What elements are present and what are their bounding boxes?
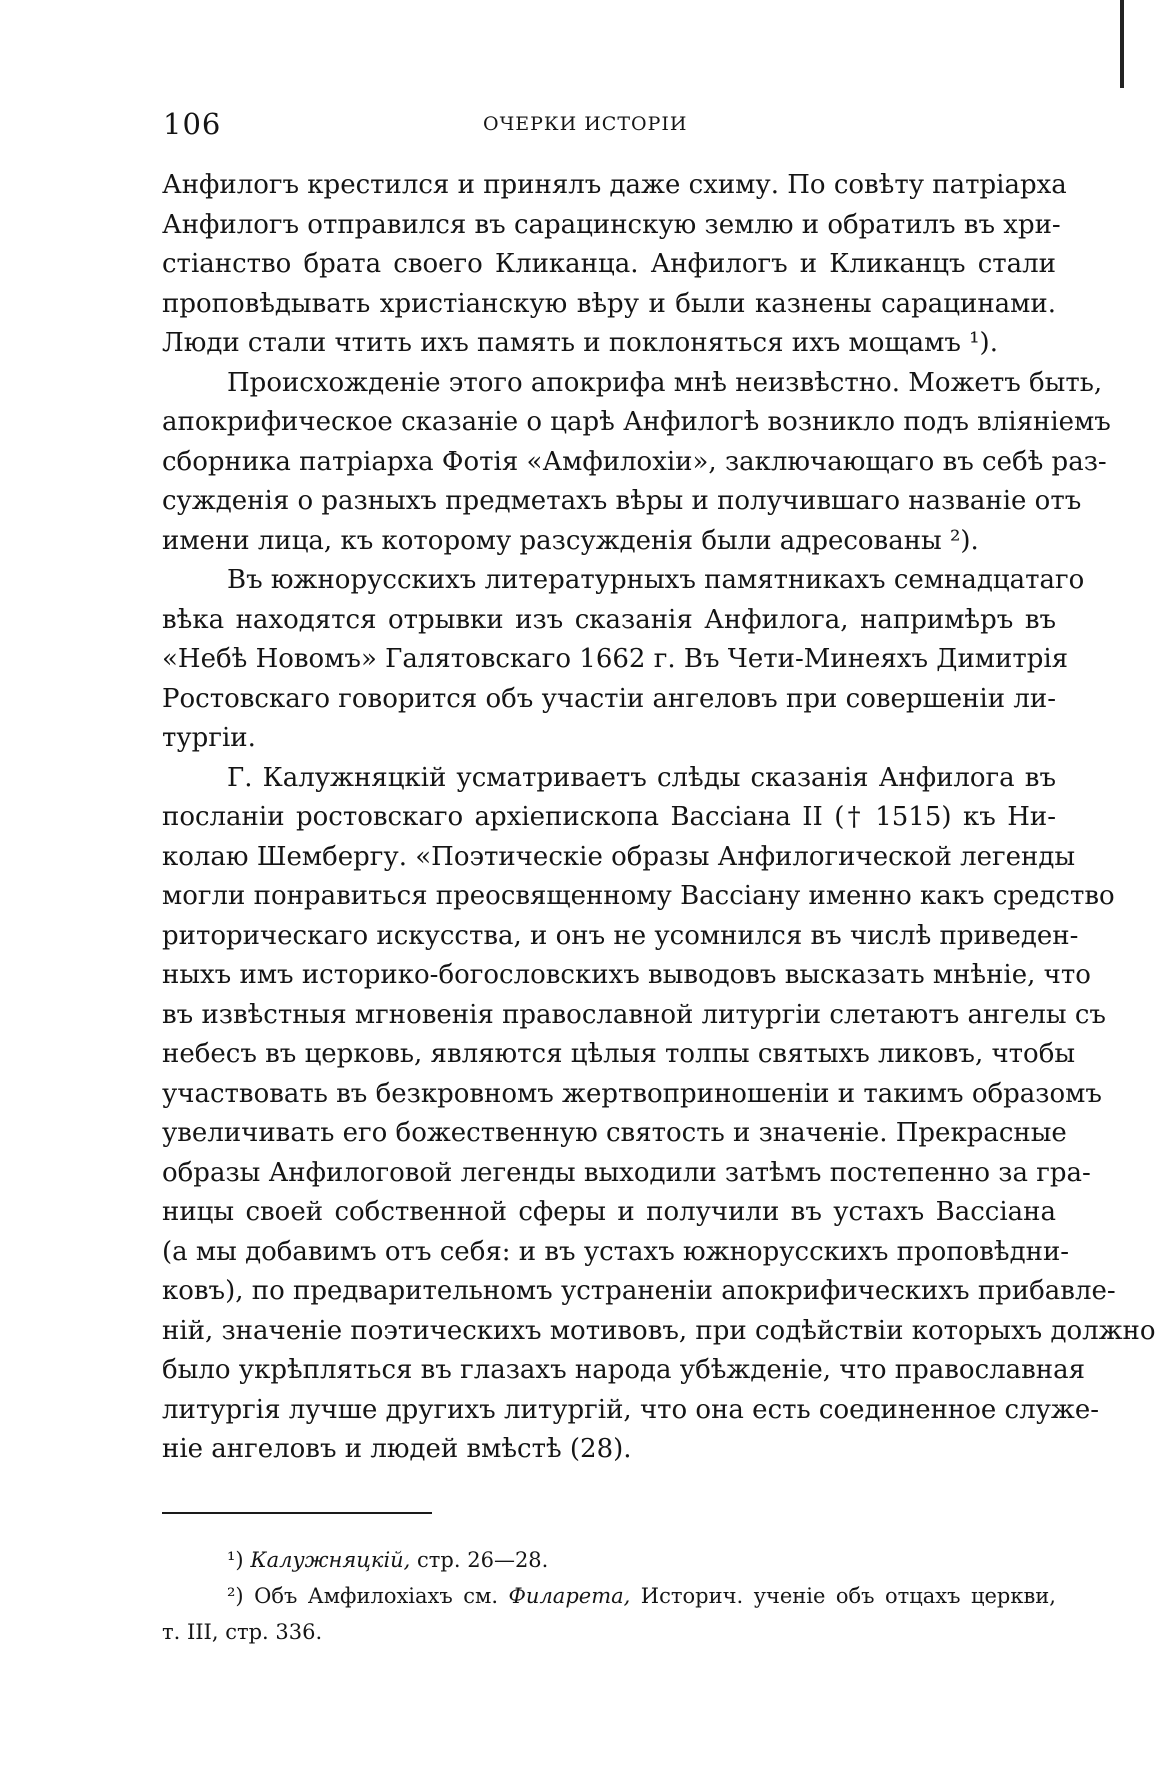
footnote-marker: ¹): [227, 1548, 244, 1572]
footnote-1: [162, 1542, 1056, 1578]
text-line: апокрифическое сказанiе о царѣ Анфилогѣ возникло подъ влiянiемъ: [162, 407, 1111, 437]
text-line: Ростовскаго говорится объ участiи ангеловъ при совершенiи ли-: [162, 683, 1056, 714]
text-line: тургiи.: [162, 723, 256, 753]
page-number: 106: [163, 107, 222, 141]
text-line: увеличивать его божественную святость и значенiе. Прекрасные: [162, 1118, 1067, 1148]
text-line: Происхожденiе этого апокрифа мнѣ неизвѣстно. Можетъ быть,: [227, 367, 1103, 398]
text-line: имени лица, къ которому разсужденiя были адресованы ²).: [162, 525, 979, 556]
text-line: Анфилогъ крестился и принялъ даже схиму. По совѣту патрiарха: [162, 170, 1067, 200]
text-line: нiй, значенiе поэтическихъ мотивовъ, при содѣйствiи которыхъ должно: [162, 1315, 1156, 1346]
text-line: въ извѣстныя мгновенiя православной литургiи слетаютъ ангелы съ: [162, 999, 1106, 1030]
text-line: «Небѣ Новомъ» Галятовскаго 1662 г. Въ Чети-Минеяхъ Димитрiя: [162, 644, 1069, 674]
text-line: Въ южнорусскихъ литературныхъ памятникахъ семнадцатаго: [227, 565, 1085, 595]
text-line: Люди стали чтить ихъ память и поклоняться ихъ мощамъ ¹).: [162, 328, 998, 358]
body-text: [162, 166, 1156, 1470]
text-line: (а мы добавимъ отъ себя: и въ устахъ южнорусскихъ проповѣдни-: [162, 1236, 1070, 1267]
footnote-separator: [162, 1512, 432, 1514]
text-line: колаю Шембергу. «Поэтическiе образы Анфилогической легенды: [162, 841, 1076, 872]
running-title: ОЧЕРКИ ИСТОРIИ: [483, 113, 688, 135]
text-line: небесъ въ церковь, являются цѣлыя толпы святыхъ ликовъ, чтобы: [162, 1039, 1076, 1069]
footnote-2-continuation: т. III, стр. 336.: [162, 1620, 323, 1644]
text-line: ныхъ имъ историко-богословскихъ выводовъ высказать мнѣнiе, что: [162, 960, 1091, 990]
text-line: риторическаго искусства, и онъ не усомнился въ числѣ приведен-: [162, 920, 1079, 951]
text-line: сужденiя о разныхъ предметахъ вѣры и получившаго названiе отъ: [162, 486, 1082, 516]
text-line: проповѣдывать христiанскую вѣру и были казнены сарацинами.: [162, 288, 1056, 319]
footnote-text: Историч. ученiе объ отцахъ церкви,: [640, 1584, 1056, 1608]
text-line: литургiя лучше другихъ литургiй, что она есть соединенное служе-: [162, 1394, 1100, 1425]
footnote-text: Объ Амфилохiахъ см.: [254, 1584, 498, 1608]
text-line: участвовать въ безкровномъ жертвоприношенiи и такимъ образомъ: [162, 1078, 1102, 1109]
text-line: ковъ), по предварительномъ устраненiи апокрифическихъ прибавле-: [162, 1276, 1116, 1306]
page-edge-mark: [1120, 0, 1124, 88]
text-line: Анфилогъ отправился въ сарацинскую землю и обратилъ въ хри-: [162, 209, 1061, 240]
page-header: [163, 104, 1053, 144]
text-line: вѣка находятся отрывки изъ сказанiя Анфилога, напримѣръ въ: [162, 604, 1056, 635]
footnote-marker: ²): [227, 1584, 244, 1608]
footnote-text: стр. 26—28.: [417, 1548, 549, 1572]
footnote-2: [162, 1578, 1056, 1614]
text-line: Г. Калужняцкiй усматриваетъ слѣды сказанiя Анфилога въ: [227, 762, 1056, 793]
text-line: сборника патрiарха Фотiя «Амфилохiи», заключающаго въ себѣ раз-: [162, 446, 1107, 477]
footnotes: [162, 1542, 1056, 1650]
footnote-author: Калужняцкiй,: [250, 1548, 411, 1572]
text-line: образы Анфилоговой легенды выходили затѣмъ постепенно за гра-: [162, 1157, 1091, 1188]
text-line: могли понравиться преосвященному Вассiану именно какъ средство: [162, 881, 1115, 911]
footnote-author: Филарета,: [508, 1584, 631, 1608]
text-line: было укрѣпляться въ глазахъ народа убѣжденiе, что православная: [162, 1355, 1086, 1385]
text-line: стiанство брата своего Кликанца. Анфилогъ и Кликанцъ стали: [162, 249, 1056, 279]
text-line: нiе ангеловъ и людей вмѣстѣ (28).: [162, 1434, 632, 1464]
text-line: ницы своей собственной сферы и получили въ устахъ Вассiана: [162, 1197, 1056, 1227]
text-line: посланiи ростовскаго архiепископа Вассiана II († 1515) къ Ни-: [162, 802, 1056, 832]
